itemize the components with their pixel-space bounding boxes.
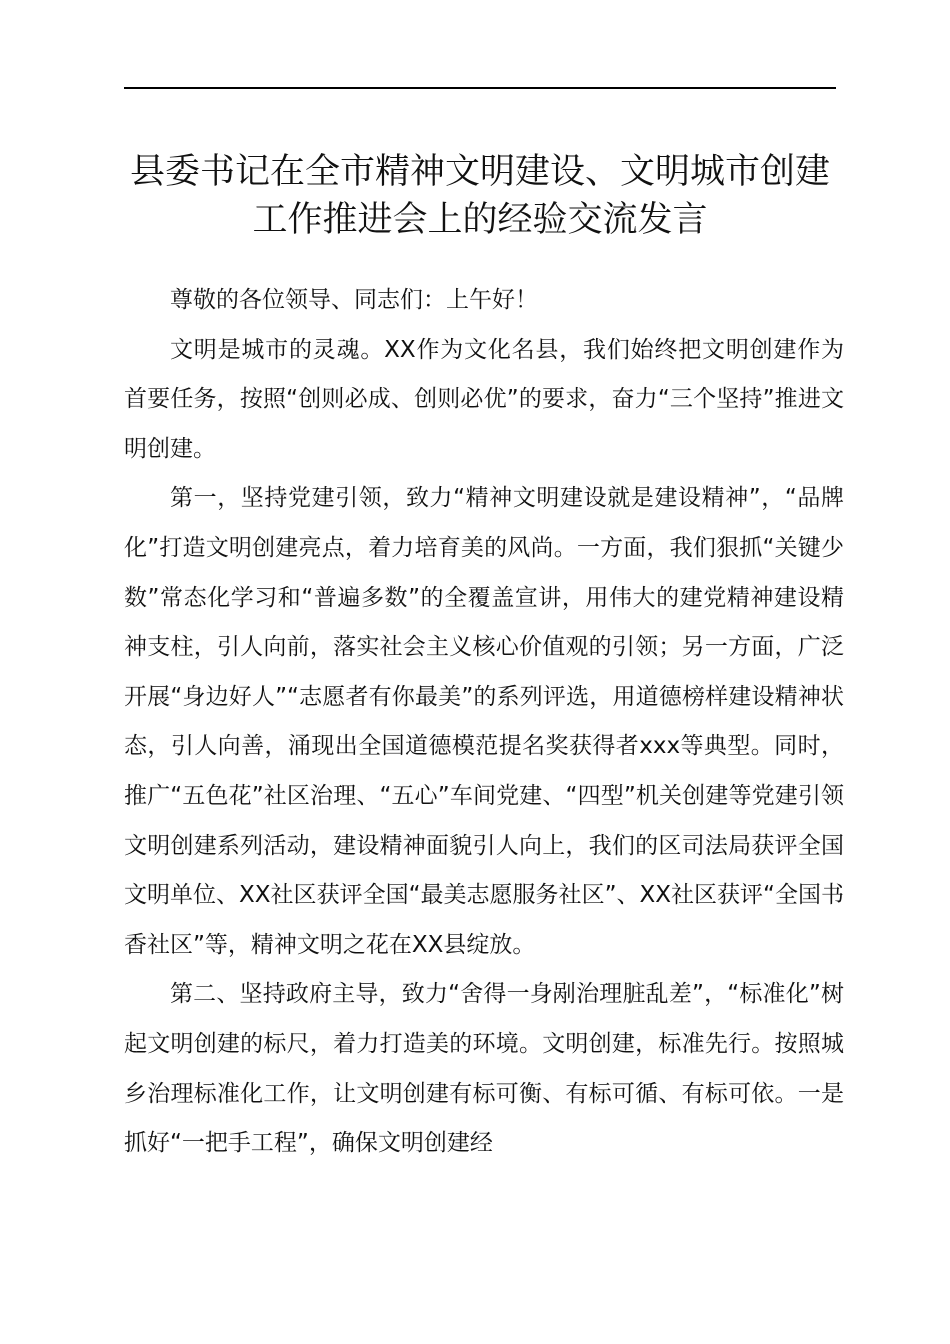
paragraph-intro: 文明是城市的灵魂。XX作为文化名县，我们始终把文明创建作为首要任务，按照“创则必成、创则必优”的要求，奋力“三个坚持”推进文明创建。 [124, 336, 844, 462]
title-line-1: 县委书记在全市精神文明建设、文明城市创建 [129, 152, 830, 192]
header-rule [124, 87, 836, 89]
document-body [124, 276, 844, 1169]
paragraph-greeting: 尊敬的各位领导、同志们：上午好！ [170, 287, 538, 313]
document-title [110, 148, 850, 244]
paragraph-first-point: 第一，坚持党建引领，致力“精神文明建设就是建设精神”，“品牌化”打造文明创建亮点，着力培育美的风尚。一方面，我们狠抓“关键少数”常态化学习和“普遍多数”的全覆盖宣讲，用伟大的建党精神建设精神支柱，引人向前，落实社会主义核心价值观的引领；另一方面，广泛开展“身边好人”“志愿者有你最美”的系列评选，用道德榜样建设精神状态，引人向善，涌现出全国道德模范提名奖获得者xxx等典型。同时，推广“五色花”社区治理、“五心”车间党建、“四型”机关创建等党建引领文明创建系列活动，建设精神面貌引人向上，我们的区司法局获评全国文明单位、XX社区获评全国“最美志愿服务社区”、XX社区获评“全国书香社区”等，精神文明之花在XX县绽放。 [124, 485, 844, 958]
paragraph-second-point: 第二、坚持政府主导，致力“舍得一身剐治理脏乱差”，“标准化”树起文明创建的标尺，着力打造美的环境。文明创建，标准先行。按照城乡治理标准化工作，让文明创建有标可衡、有标可循、有标可依。一是抓好“一把手工程”，确保文明创建经 [124, 981, 844, 1157]
title-line-2: 工作推进会上的经验交流发言 [252, 200, 708, 240]
